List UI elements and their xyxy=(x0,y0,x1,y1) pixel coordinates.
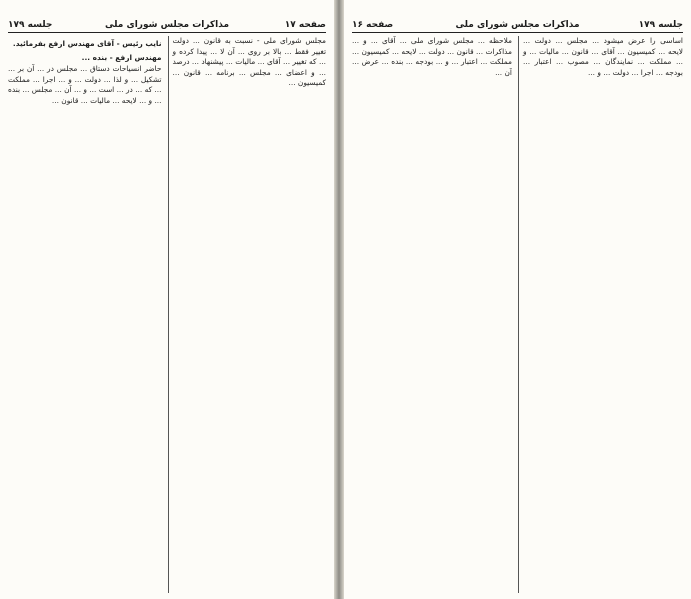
book-gutter xyxy=(334,0,344,599)
text-column xyxy=(352,36,512,593)
paragraph: مجلس شورای ملی - نسبت به قانون ... دولت تغییر فقط ... بالا بر روی ... آن لا ... پیدا کرده و ... که تغییر ... آقای ... مالیات ... پیشنهاد ... درصد ... و اعضای ... مجلس ... برنامه ... قانون ... کمیسیون ... xyxy=(172,36,326,88)
paragraph: اساسی را عرض میشود ... مجلس ... دولت ... لایحه ... کمیسیون ... آقای ... قانون ... مالیات ... و ... مملکت ... نمایندگان ... مصوب ... اعتبار ... بودجه ... اجرا ... دولت ... و ... xyxy=(523,36,683,77)
right-page-header xyxy=(352,18,683,33)
speaker-line: مهندس ارفع - بنده ... xyxy=(81,52,162,62)
text-column xyxy=(168,36,327,593)
session-number: جلسه ۱۷۹ xyxy=(638,20,683,30)
page-title: مذاکرات مجلس شورای ملی xyxy=(455,20,580,30)
speaker-line: نایب رئیس - آقای مهندس ارفع بفرمائید. xyxy=(12,39,162,48)
paragraph: ملاحظه ... مجلس شورای ملی ... آقای ... و ... مذاکرات ... قانون ... دولت ... لایحه ... کمیسیون ... مملکت ... اعتبار ... و ... بودجه ... بنده ... عرض ... آن ... xyxy=(352,36,512,77)
right-page xyxy=(344,0,691,599)
session-number: جلسه ۱۷۹ xyxy=(8,20,53,30)
page-number: صفحه ۱۷ xyxy=(284,20,326,30)
left-page-header xyxy=(8,18,326,33)
right-page-columns xyxy=(352,36,683,593)
text-column xyxy=(518,36,683,593)
page-number: صفحه ۱۶ xyxy=(352,20,394,30)
paragraph: حاضر انسیاحات دستاق ... مجلس در ... آن بر ... تشکیل ... و لذا ... دولت ... و ... اجرا ... مملکت ... که ... در ... است ... و ... آن ... مجلس ... بنده ... و ... لایحه ... مالیات ... قانون ... xyxy=(8,64,162,105)
left-page-columns xyxy=(8,36,326,593)
left-page xyxy=(0,0,334,599)
text-column xyxy=(8,36,162,593)
page-title: مذاکرات مجلس شورای ملی xyxy=(104,20,230,30)
